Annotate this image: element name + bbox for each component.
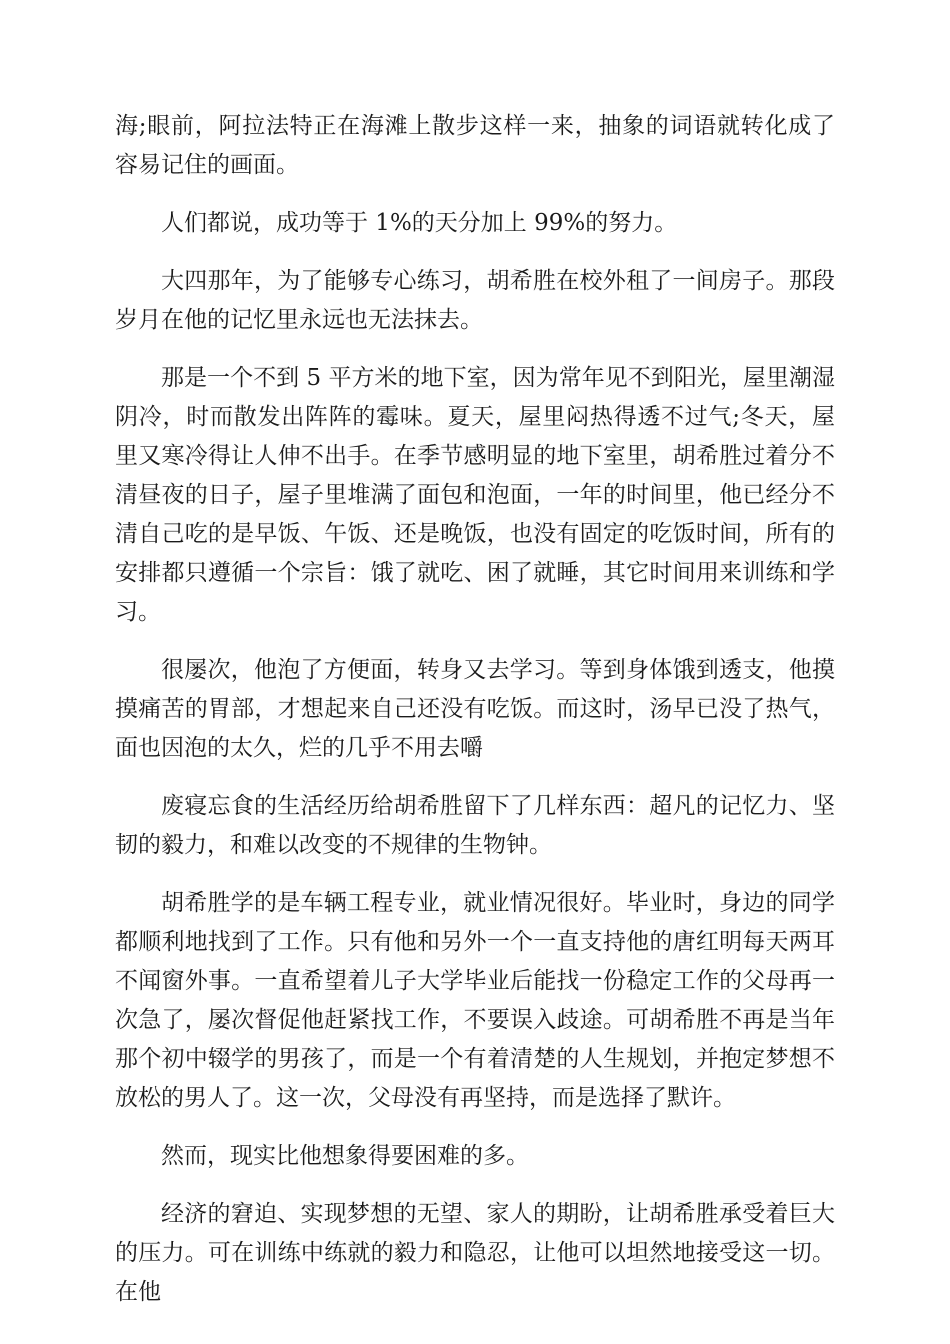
paragraph-basement: 那是一个不到 5 平方米的地下室，因为常年见不到阳光，屋里潮湿阴冷，时而散发出阵阵的霉味。夏天，屋里闷热得透不过气;冬天，屋里又寒冷得让人伸不出手。在季节感明显的地下室里，胡希胜过着分不清昼夜的日子，屋子里堆满了面包和泡面，一年的时间里，他已经分不清自己吃的是早饭、午饭、还是晚饭，也没有固定的吃饭时间，所有的安排都只遵循一个宗旨：饿了就吃、困了就睡，其它时间用来训练和学习。 [115,365,835,625]
paragraph-pressure: 经济的窘迫、实现梦想的无望、家人的期盼，让胡希胜承受着巨大的压力。可在训练中练就的毅力和隐忍，让他可以坦然地接受这一切。在他 [115,1201,835,1305]
paragraph-senior-year: 大四那年，为了能够专心练习，胡希胜在校外租了一间房子。那段岁月在他的记忆里永远也无法抹去。 [115,268,835,333]
paragraph-continuation: 海;眼前，阿拉法特正在海滩上散步这样一来，抽象的词语就转化成了容易记住的画面。 [115,113,835,178]
paragraph-success-quote: 人们都说，成功等于 1%的天分加上 99%的努力。 [161,210,678,236]
paragraph-reality: 然而，现实比他想象得要困难的多。 [161,1143,529,1169]
document-body [115,107,835,1331]
paragraph-legacy: 废寝忘食的生活经历给胡希胜留下了几样东西：超凡的记忆力、坚韧的毅力，和难以改变的不规律的生物钟。 [115,793,835,858]
paragraph-graduation: 胡希胜学的是车辆工程专业，就业情况很好。毕业时，身边的同学都顺利地找到了工作。只有他和另外一个一直支持他的唐红明每天两耳不闻窗外事。一直希望着儿子大学毕业后能找一份稳定工作的父母再一次急了，屡次督促他赶紧找工作，不要误入歧途。可胡希胜不再是当年那个初中辍学的男孩了，而是一个有着清楚的人生规划，并抱定梦想不放松的男人了。这一次，父母没有再坚持，而是选择了默许。 [115,890,835,1111]
paragraph-instant-noodles: 很屡次，他泡了方便面，转身又去学习。等到身体饿到透支，他摸摸痛苦的胃部，才想起来自己还没有吃饭。而这时，汤早已没了热气，面也因泡的太久，烂的几乎不用去嚼 [115,657,835,761]
